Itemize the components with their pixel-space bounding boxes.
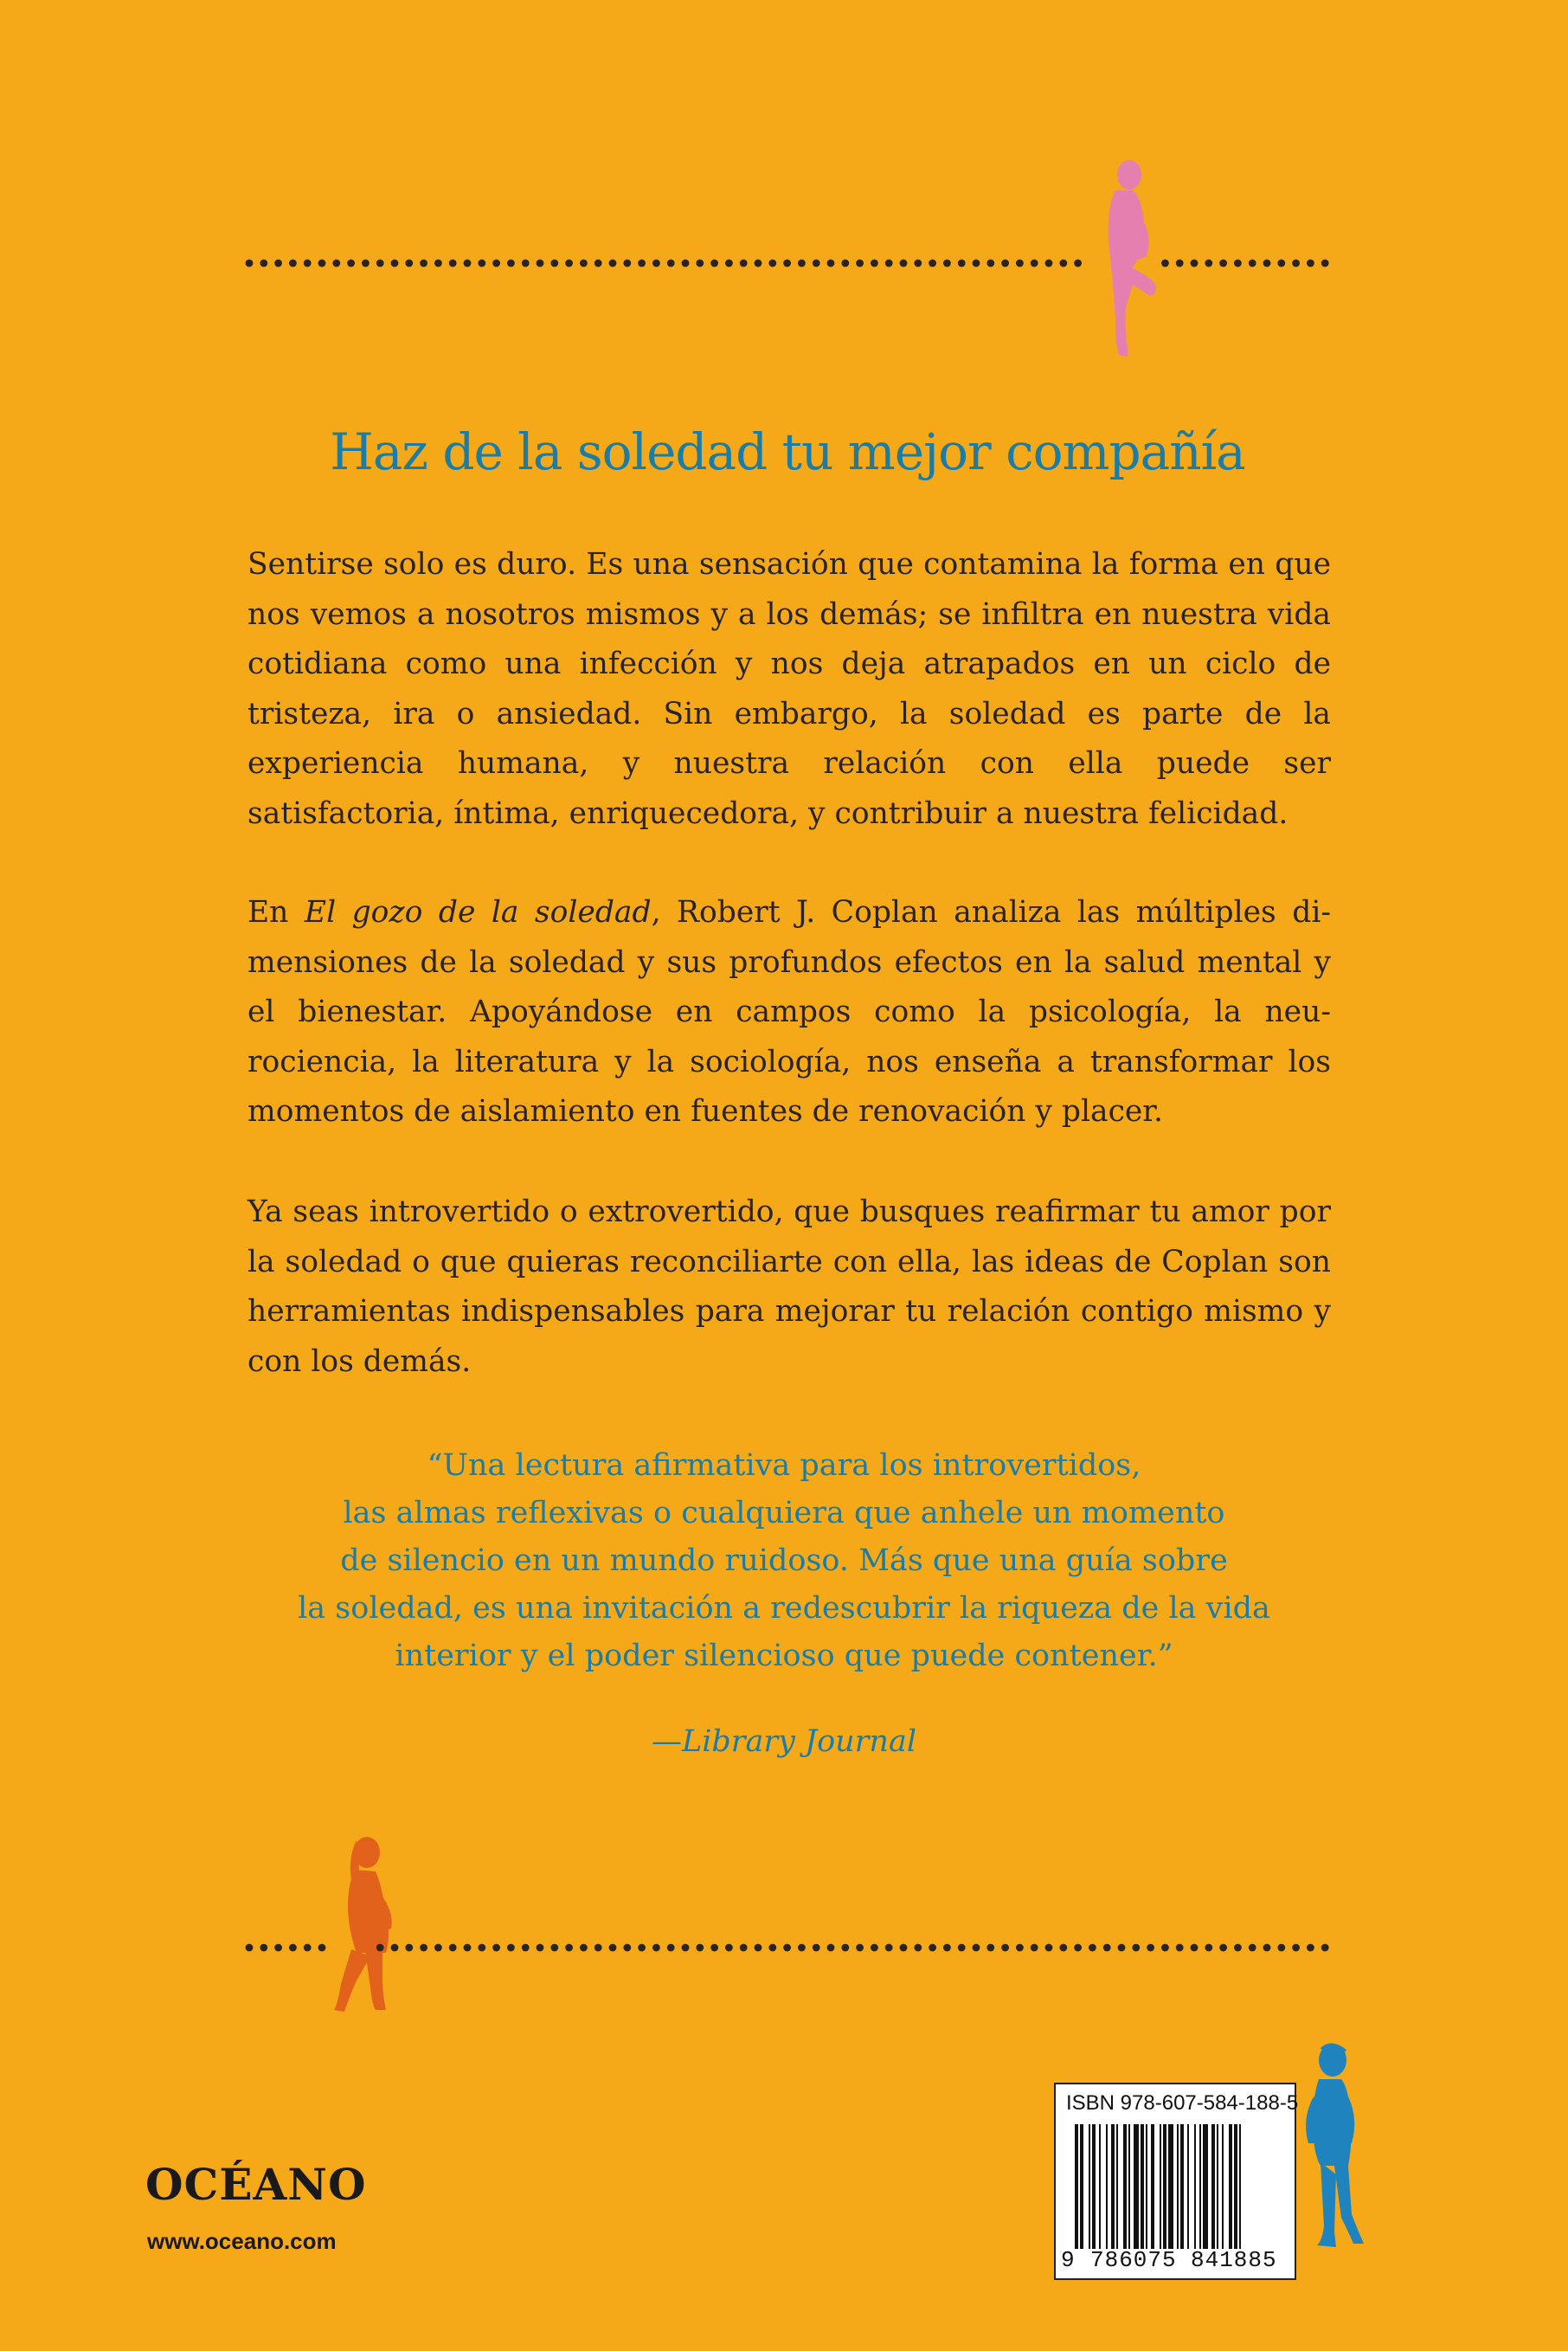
barcode-bar — [1146, 2124, 1147, 2249]
barcode-bar — [1222, 2124, 1224, 2249]
dot — [289, 260, 297, 267]
dot — [332, 260, 340, 267]
dot — [1074, 260, 1082, 267]
dot — [478, 1944, 485, 1952]
dot — [522, 260, 530, 267]
dot — [871, 1944, 878, 1952]
barcode-bar — [1134, 2124, 1139, 2249]
barcode-bar — [1229, 2124, 1232, 2249]
dot — [1045, 1944, 1053, 1952]
quote-line: interior y el poder silencioso que puede contener.” — [395, 1639, 1173, 1673]
dot — [798, 260, 806, 267]
barcode — [1054, 2083, 1299, 2280]
dot — [318, 1944, 326, 1952]
dot — [755, 260, 762, 267]
dot — [1059, 260, 1067, 267]
barcode-bar — [1151, 2124, 1154, 2249]
dot — [1277, 260, 1285, 267]
dot — [986, 1944, 994, 1952]
ean-lead-digit: 9 — [1061, 2247, 1075, 2273]
dot — [1045, 260, 1053, 267]
dot — [696, 260, 704, 267]
ean-group-2: 841885 — [1191, 2247, 1277, 2273]
dot — [478, 260, 485, 267]
dot — [1205, 260, 1212, 267]
barcode-bars — [1075, 2124, 1276, 2249]
dot — [1016, 260, 1024, 267]
dot — [667, 1944, 675, 1952]
dot — [274, 1944, 282, 1952]
dot — [1234, 1944, 1242, 1952]
dot — [580, 260, 588, 267]
dot — [841, 260, 849, 267]
dot — [304, 1944, 312, 1952]
dot — [710, 260, 718, 267]
barcode-bar — [1194, 2124, 1196, 2249]
dot — [682, 260, 690, 267]
dot — [464, 260, 472, 267]
dot — [798, 1944, 806, 1952]
standing-man-blue-icon — [1298, 2036, 1376, 2256]
dot — [362, 260, 370, 267]
dot — [1176, 1944, 1184, 1952]
dot — [464, 1944, 472, 1952]
dot — [434, 260, 442, 267]
dot — [813, 1944, 820, 1952]
dot — [405, 260, 413, 267]
review-quote — [173, 1442, 1395, 1680]
dot — [973, 260, 980, 267]
dot — [885, 260, 893, 267]
dot — [740, 260, 748, 267]
dot — [783, 260, 791, 267]
dot — [986, 260, 994, 267]
dot — [623, 1944, 631, 1952]
dot — [492, 1944, 500, 1952]
barcode-bar — [1160, 2124, 1161, 2249]
dot — [1001, 1944, 1009, 1952]
dot — [522, 1944, 530, 1952]
dot — [1307, 260, 1314, 267]
headline: Haz de la soledad tu mejor compañía — [330, 422, 1245, 481]
dot — [638, 260, 646, 267]
barcode-bar — [1163, 2124, 1166, 2249]
dot — [696, 1944, 704, 1952]
body-paragraph-1 — [247, 540, 1331, 839]
dot — [943, 1944, 951, 1952]
dot — [1307, 1944, 1314, 1952]
seated-woman-orange-icon — [322, 1832, 417, 2026]
dot — [507, 1944, 515, 1952]
dot — [246, 260, 254, 267]
dot — [274, 260, 282, 267]
ean-group-1: 786075 — [1090, 2247, 1177, 2273]
dot — [914, 1944, 922, 1952]
dot — [929, 260, 936, 267]
dot — [652, 260, 660, 267]
dot — [1031, 260, 1038, 267]
barcode-bar — [1177, 2124, 1179, 2249]
dot — [973, 1944, 980, 1952]
quote-line: la soledad, es una invitación a redescubrir la riqueza de la vida — [298, 1591, 1270, 1626]
dot — [1147, 1944, 1154, 1952]
dot — [537, 260, 544, 267]
dot — [755, 1944, 762, 1952]
dot — [1118, 1944, 1126, 1952]
dot — [1001, 260, 1009, 267]
dot — [289, 1944, 297, 1952]
barcode-bar — [1116, 2124, 1118, 2249]
bottom-dotted-rule — [244, 1941, 1331, 1955]
publisher-logo: OCÉANO — [145, 2159, 367, 2210]
dot — [725, 260, 733, 267]
dot — [420, 260, 427, 267]
dot — [1292, 1944, 1300, 1952]
dot — [420, 1944, 427, 1952]
dot — [900, 260, 908, 267]
paragraph-3-text: Ya seas introvertido o extrovertido, que busques reafirmar tu amor por la soledad o que quieras reconciliarte con ella, las ideas de Coplan son herramientas indispensables para mejorar tu relación contigo mismo y con los demás. — [247, 1195, 1331, 1379]
dot — [1205, 1944, 1212, 1952]
dot — [958, 1944, 966, 1952]
dot — [1263, 260, 1271, 267]
dot — [725, 1944, 733, 1952]
dot — [682, 1944, 690, 1952]
seated-man-pink-icon — [1086, 154, 1164, 365]
dot — [347, 260, 355, 267]
dot — [580, 1944, 588, 1952]
top-dotted-rule — [244, 256, 1331, 270]
dot — [1089, 1944, 1096, 1952]
barcode-bar — [1199, 2124, 1201, 2249]
dot — [638, 1944, 646, 1952]
dot — [1234, 260, 1242, 267]
dot — [1176, 260, 1184, 267]
dot — [710, 1944, 718, 1952]
dot — [1103, 1944, 1111, 1952]
dot — [1074, 1944, 1082, 1952]
barcode-bar — [1239, 2124, 1241, 2249]
barcode-bar — [1123, 2124, 1127, 2249]
dot — [841, 1944, 849, 1952]
body-paragraph-2 — [247, 888, 1331, 1137]
dot — [740, 1944, 748, 1952]
dot — [609, 260, 617, 267]
dot — [1277, 1944, 1285, 1952]
dot — [914, 260, 922, 267]
dot — [1132, 1944, 1140, 1952]
barcode-bar — [1180, 2124, 1184, 2249]
dot — [943, 260, 951, 267]
dot — [1191, 260, 1198, 267]
dot — [376, 260, 384, 267]
dot — [856, 260, 864, 267]
dot — [391, 260, 399, 267]
dot — [507, 260, 515, 267]
barcode-bar — [1092, 2124, 1096, 2249]
dot — [667, 260, 675, 267]
dot — [550, 1944, 558, 1952]
dot — [1219, 260, 1227, 267]
dot — [1016, 1944, 1024, 1952]
barcode-bar — [1211, 2124, 1215, 2249]
dot — [1292, 260, 1300, 267]
dot — [929, 1944, 936, 1952]
dot — [492, 260, 500, 267]
barcode-bar — [1075, 2124, 1078, 2249]
dot — [565, 260, 573, 267]
barcode-bar — [1234, 2124, 1237, 2249]
quote-line: “Una lectura afirmativa para los introvertidos, — [427, 1448, 1141, 1483]
dot — [1321, 260, 1329, 267]
dot — [405, 1944, 413, 1952]
dot — [1059, 1944, 1067, 1952]
dot — [550, 260, 558, 267]
barcode-bar — [1106, 2124, 1108, 2249]
dot — [871, 260, 878, 267]
dot — [449, 260, 457, 267]
quote-attribution: —Library Journal — [651, 1724, 917, 1759]
barcode-bar — [1187, 2124, 1189, 2249]
barcode-bar — [1168, 2124, 1173, 2249]
dot — [900, 1944, 908, 1952]
barcode-bar — [1217, 2124, 1218, 2249]
dot — [768, 1944, 776, 1952]
body-paragraph-3 — [247, 1188, 1331, 1387]
book-title: El gozo de la soledad — [304, 895, 652, 930]
dot — [1321, 1944, 1329, 1952]
dot — [827, 1944, 835, 1952]
isbn-label: ISBN 978-607-584-188-5 — [1066, 2091, 1299, 2115]
dot — [304, 260, 312, 267]
dot — [652, 1944, 660, 1952]
publisher-website: www.oceano.com — [147, 2228, 337, 2254]
barcode-bar — [1203, 2124, 1208, 2249]
paragraph-2-text — [247, 888, 1331, 1137]
dot — [594, 1944, 602, 1952]
dot — [391, 1944, 399, 1952]
barcode-bar — [1089, 2124, 1090, 2249]
barcode-bar — [1080, 2124, 1083, 2249]
barcode-bar — [1141, 2124, 1144, 2249]
dot — [565, 1944, 573, 1952]
dot — [813, 260, 820, 267]
dot — [376, 1944, 384, 1952]
dot — [246, 1944, 254, 1952]
dot — [434, 1944, 442, 1952]
dot — [537, 1944, 544, 1952]
dot — [594, 260, 602, 267]
dot — [1161, 1944, 1169, 1952]
dot — [958, 260, 966, 267]
barcode-bar — [1111, 2124, 1115, 2249]
quote-line: las almas reflexivas o cualquiera que anhele un momento — [343, 1496, 1225, 1530]
barcode-bar — [1099, 2124, 1101, 2249]
dot — [768, 260, 776, 267]
quote-line: de silencio en un mundo ruidoso. Más que una guía sobre — [340, 1543, 1228, 1578]
dot — [609, 1944, 617, 1952]
dot — [1249, 260, 1256, 267]
dot — [827, 260, 835, 267]
dot — [1191, 1944, 1198, 1952]
dot — [1263, 1944, 1271, 1952]
dot — [856, 1944, 864, 1952]
dot — [1031, 1944, 1038, 1952]
barcode-bar — [1128, 2124, 1130, 2249]
dot — [318, 260, 326, 267]
dot — [1249, 1944, 1256, 1952]
dot — [1219, 1944, 1227, 1952]
dot — [885, 1944, 893, 1952]
dot — [260, 1944, 267, 1952]
dot — [623, 260, 631, 267]
paragraph-1-text: Sentirse solo es duro. Es una sensación que contamina la forma en que nos vemos a nosotros mismos y a los demás; se infiltra en nuestra vida cotidiana como una infección y nos deja atrapados en un ciclo de tristeza, ira o ansiedad. Sin embargo, la soledad es parte de la experiencia humana, y nuestra relación con ella puede ser satisfactoria, íntima, enriquecedora, y contribuir a nuestra felicidad. — [247, 547, 1331, 831]
paragraph-2-prefix: En — [247, 895, 305, 930]
paragraph-2-rest: , Robert J. Coplan analiza las múltiples dimensiones de la soledad y sus profundos efectos en la salud mental y el bienestar. Apoyándose en campos como la psicología, la neurociencia, la literatura y la sociología, nos enseña a transformar los momentos de aislamiento en fuentes de renovación y placer. — [247, 895, 1332, 1129]
dot — [449, 1944, 457, 1952]
dot — [260, 260, 267, 267]
dot — [783, 1944, 791, 1952]
